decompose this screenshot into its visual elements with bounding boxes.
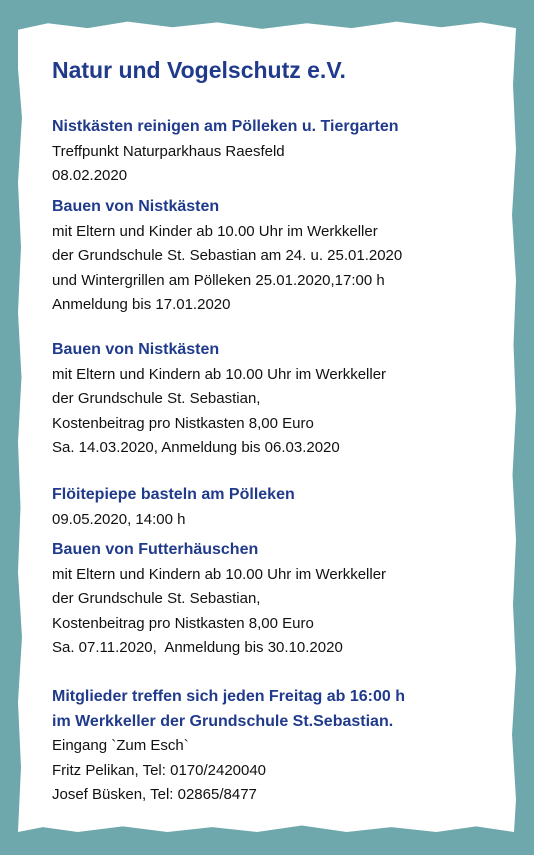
event-line: mit Eltern und Kindern ab 10.00 Uhr im Werkkeller xyxy=(52,365,387,383)
event-heading: Bauen von Nistkästen xyxy=(52,341,220,358)
page-title: Natur und Vogelschutz e.V. xyxy=(52,57,346,83)
event-line: Eingang `Zum Esch` xyxy=(52,737,189,754)
event-heading: Bauen von Nistkästen xyxy=(52,198,220,215)
event-heading: Nistkästen reinigen am Pölleken u. Tiergarten xyxy=(52,118,399,135)
event-heading: Bauen von Futterhäuschen xyxy=(52,541,259,558)
event-futterhaeuschen xyxy=(52,538,386,661)
event-heading: im Werkkeller der Grundschule St.Sebastian. xyxy=(52,712,394,730)
contact-line: Fritz Pelikan, Tel: 0170/2420040 xyxy=(52,761,267,779)
event-line: Sa. 14.03.2020, Anmeldung bis 06.03.2020 xyxy=(52,439,340,456)
event-line: 08.02.2020 xyxy=(52,167,128,184)
event-line: 09.05.2020, 14:00 h xyxy=(52,510,186,528)
event-heading: Flöitepiepe basteln am Pölleken xyxy=(52,486,295,503)
event-reinigen xyxy=(52,115,398,189)
event-line: mit Eltern und Kinder ab 10.00 Uhr im Werkkeller xyxy=(52,222,378,240)
event-line: Kostenbeitrag pro Nistkasten 8,00 Euro xyxy=(52,614,314,632)
event-line: Kostenbeitrag pro Nistkasten 8,00 Euro xyxy=(52,414,314,432)
event-line: Anmeldung bis 17.01.2020 xyxy=(52,296,231,313)
event-line: Sa. 07.11.2020, Anmeldung bis 30.10.2020 xyxy=(52,639,343,656)
event-line: der Grundschule St. Sebastian, xyxy=(52,390,261,407)
event-line: Treffpunkt Naturparkhaus Raesfeld xyxy=(52,142,285,160)
members-meeting xyxy=(52,685,405,808)
event-floeitepiepe xyxy=(52,483,295,532)
event-line: der Grundschule St. Sebastian am 24. u. 25.01.2020 xyxy=(52,247,403,264)
contact-line: Josef Büsken, Tel: 02865/8477 xyxy=(52,786,257,803)
event-heading: Mitglieder treffen sich jeden Freitag ab 16:00 h xyxy=(52,688,405,705)
event-line: mit Eltern und Kindern ab 10.00 Uhr im Werkkeller xyxy=(52,565,387,583)
event-nistkaesten-2 xyxy=(52,338,386,461)
event-nistkaesten-1 xyxy=(52,195,402,318)
event-line: der Grundschule St. Sebastian, xyxy=(52,590,261,607)
event-line: und Wintergrillen am Pölleken 25.01.2020,17:00 h xyxy=(52,271,385,289)
